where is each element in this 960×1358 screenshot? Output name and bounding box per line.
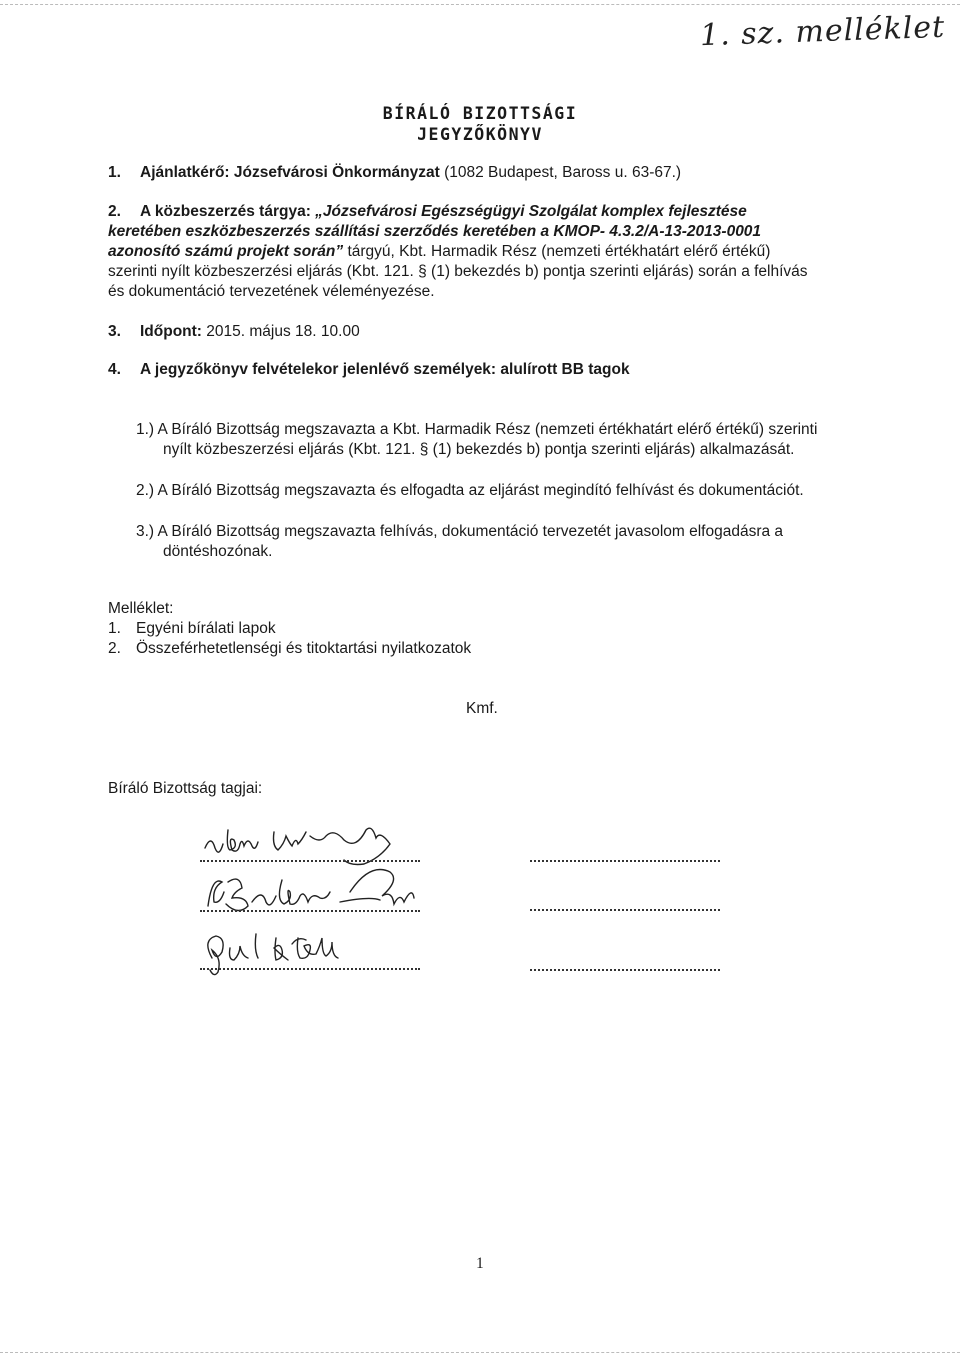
decision-number: 2.): [136, 482, 155, 499]
project-title: „Józsefvárosi Egészségügyi Szolgálat komplex fejlesztése: [315, 203, 747, 220]
procurement-subject: [108, 202, 898, 302]
scan-bottom-edge: [0, 1352, 960, 1353]
signature-line-1: [530, 860, 720, 862]
item-number: 2.: [108, 203, 121, 220]
authority-address: (1082 Budapest, Baross u. 63-67.): [444, 164, 682, 181]
item-label: A közbeszerzés tárgya:: [140, 203, 311, 220]
signature-2: [200, 862, 440, 918]
item-number: 4.: [108, 361, 121, 378]
attendees-label: A jegyzőkönyv felvételekor jelenlévő személyek: alulírott BB tagok: [140, 361, 630, 378]
meeting-time-value: 2015. május 18. 10.00: [206, 323, 360, 340]
authority-name: Józsefvárosi Önkormányzat: [233, 164, 440, 181]
attachment-number: 2.: [108, 640, 121, 657]
contracting-authority: [108, 163, 888, 183]
kmf-label: Kmf.: [466, 700, 498, 717]
attachment-number: 1.: [108, 620, 121, 637]
page-number: 1: [476, 1255, 484, 1272]
decision-text: A Bíráló Bizottság megszavazta felhívás, dokumentáció tervezetét javasolom elfogadásra a: [157, 523, 784, 540]
attachment-text: Egyéni bírálati lapok: [136, 620, 276, 637]
item-label: Időpont:: [140, 323, 202, 340]
decision-text: A Bíráló Bizottság megszavazta a Kbt. Harmadik Rész (nemzeti értékhatárt elérő értékű) szerinti: [157, 421, 818, 438]
project-title-line3: azonosító számú projekt során”: [108, 243, 344, 260]
document-title-line2: JEGYZŐKÖNYV: [417, 125, 543, 144]
project-title-line2: keretében eszközbeszerzés szállítási szerződés keretében a KMOP- 4.3.2/A-13-2013-0001: [108, 223, 762, 240]
attachments-heading: Melléklet:: [108, 600, 174, 617]
decision-text-line2: nyílt közbeszerzési eljárás (Kbt. 121. § (1) bekezdés b) pontja szerinti eljárás) alkalmazását.: [163, 441, 795, 458]
decision-number: 1.): [136, 421, 155, 438]
decision-text-line2: döntéshozónak.: [163, 543, 273, 560]
handwritten-annex-note: 1. sz. melléklet: [699, 9, 946, 54]
subject-description-line4: szerinti nyílt közbeszerzési eljárás (Kbt. 121. § (1) bekezdés b) pontja szerinti eljárás) során a felhívás: [108, 263, 808, 280]
attachment-item: [108, 639, 471, 659]
attachments: [108, 599, 471, 659]
signature-3: [200, 924, 440, 980]
decision-text: A Bíráló Bizottság megszavazta és elfogadta az eljárást megindító felhívást és dokumentációt.: [157, 482, 804, 499]
signature-1: [200, 818, 440, 868]
attachment-text: Összeférhetetlenségi és titoktartási nyilatkozatok: [136, 640, 472, 657]
signature-2-underline: [200, 910, 420, 912]
decision-number: 3.): [136, 523, 155, 540]
subject-description-line5: és dokumentáció tervezetének véleményezése.: [108, 283, 435, 300]
scan-top-edge: [0, 4, 960, 5]
members-heading: Bíráló Bizottság tagjai:: [108, 780, 263, 797]
signature-3-underline: [200, 968, 420, 970]
item-number: 1.: [108, 164, 121, 181]
item-label: Ajánlatkérő:: [140, 164, 230, 181]
item-number: 3.: [108, 323, 121, 340]
decision-point: [136, 522, 896, 562]
signature-line-3: [530, 969, 720, 971]
subject-description: tárgyú, Kbt. Harmadik Rész (nemzeti értékhatárt elérő értékű): [343, 243, 771, 260]
decision-point: [136, 420, 896, 460]
decision-point: [136, 481, 896, 501]
signature-3-drawing: [200, 924, 440, 980]
meeting-time: [108, 322, 360, 342]
attendees: [108, 360, 630, 380]
signature-line-2: [530, 909, 720, 911]
document-title-line1: BÍRÁLÓ BIZOTTSÁGI: [382, 104, 578, 123]
attachment-item: [108, 619, 471, 639]
